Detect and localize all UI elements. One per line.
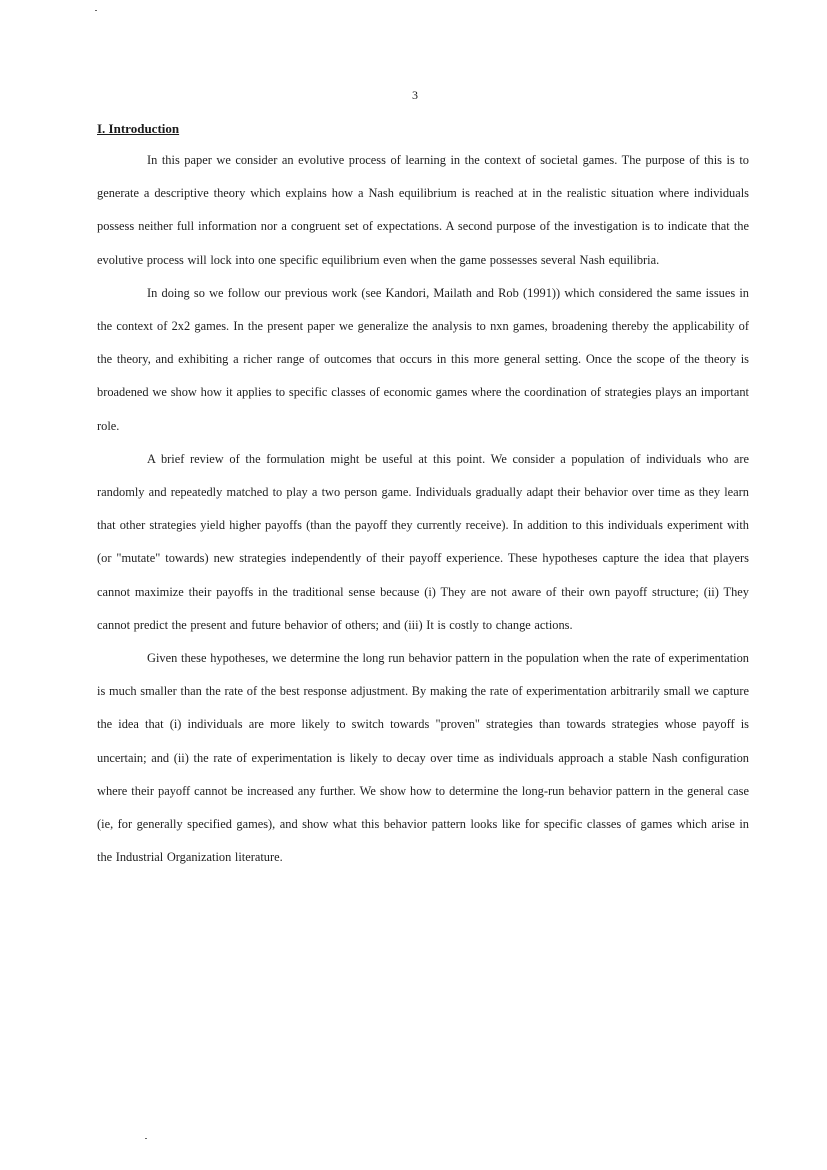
paragraph-4: Given these hypotheses, we determine the long run behavior pattern in the population when the rate of experimentation is much smaller than the rate of the best response adjustment. By making the rate of experimentation arbitrarily small we capture the idea that (i) individuals are more likely to switch towards "proven" strategies than towards strategies whose payoff is uncertain; and (ii) the rate of experimentation is likely to decay over time as individuals approach a stable Nash configuration where their payoff cannot be increased any further. We show how to determine the long-run behavior pattern in the general case (ie, for generally specified games), and show what this behavior pattern looks like for specific classes of games which arise in the Industrial Organization literature. bbox=[97, 651, 749, 865]
body-text bbox=[97, 144, 749, 874]
page-number: 3 bbox=[412, 88, 418, 102]
scan-speck bbox=[95, 10, 97, 11]
section-heading: I. Introduction bbox=[97, 121, 180, 136]
paragraph-3: A brief review of the formulation might be useful at this point. We consider a population of individuals who are randomly and repeatedly matched to play a two person game. Individuals gradually adapt their behavior over time as they learn that other strategies yield higher payoffs (than the payoff they currently receive). In addition to this individuals experiment with (or "mutate" towards) new strategies independently of their payoff experience. These hypotheses capture the idea that players cannot maximize their payoffs in the traditional sense because (i) They are not aware of their own payoff structure; (ii) They cannot predict the present and future behavior of others; and (iii) It is costly to change actions. bbox=[97, 451, 749, 632]
scan-speck bbox=[145, 1138, 147, 1139]
paragraph-1: In this paper we consider an evolutive process of learning in the context of societal games. The purpose of this is to generate a descriptive theory which explains how a Nash equilibrium is reached at in the realistic situation where individuals possess neither full information nor a congruent set of expectations. A second purpose of the investigation is to indicate that the evolutive process will lock into one specific equilibrium even when the game possesses several Nash equilibria. bbox=[97, 153, 749, 267]
paragraph-2: In doing so we follow our previous work (see Kandori, Mailath and Rob (1991)) which considered the same issues in the context of 2x2 games. In the present paper we generalize the analysis to nxn games, broadening thereby the applicability of the theory, and exhibiting a richer range of outcomes that occurs in this more general setting. Once the scope of the theory is broadened we show how it applies to specific classes of economic games where the coordination of strategies plays an important role. bbox=[97, 285, 749, 433]
